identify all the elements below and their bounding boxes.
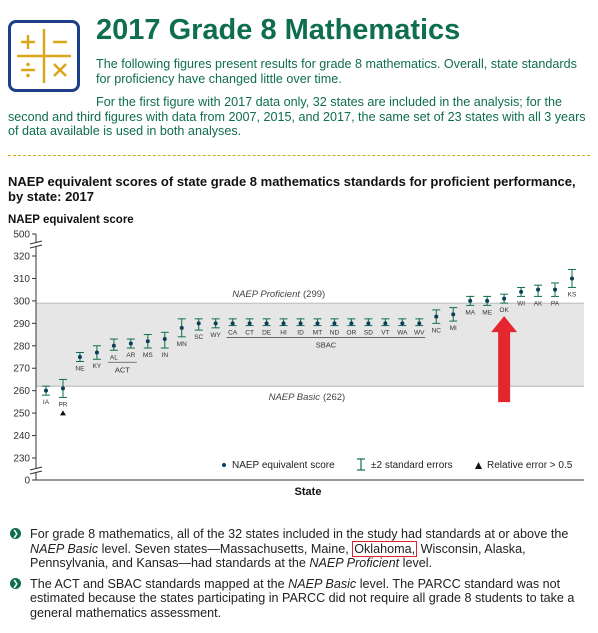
- score-point: [553, 288, 557, 292]
- y-tick-label: 240: [13, 431, 30, 443]
- state-label: MA: [465, 309, 476, 317]
- score-point: [44, 389, 48, 393]
- state-label: AR: [126, 352, 136, 360]
- state-label: SC: [194, 334, 204, 342]
- score-point: [265, 321, 269, 325]
- score-point: [383, 321, 387, 325]
- score-point: [417, 321, 421, 325]
- note-text: For grade 8 mathematics, all of the 32 states included in the study had standards at or above the: [30, 527, 569, 541]
- state-label: NE: [75, 365, 85, 373]
- state-label: ND: [329, 329, 340, 337]
- state-label: ID: [297, 329, 304, 337]
- score-point: [146, 339, 150, 343]
- state-label: VT: [381, 329, 390, 337]
- chart-title: NAEP equivalent scores of state grade 8 mathematics standards for proficient performance, by state: 2017: [8, 174, 576, 204]
- group-label: ACT: [114, 365, 130, 375]
- state-label: HI: [280, 329, 287, 337]
- group-label: SBAC: [315, 340, 337, 350]
- score-point: [570, 276, 574, 280]
- intro-text-2-content: For the first figure with 2017 data only, 32 states are included in the analysis; for the second and third figures with data from 2007, 2015, and 2017, the same set of 23 states with all 3 years of data available is used in both analyses.: [8, 95, 586, 138]
- intro-text-2: [8, 95, 590, 139]
- y-tick-label: 290: [13, 318, 30, 330]
- math-operators-logo: [8, 20, 80, 92]
- score-point: [231, 321, 235, 325]
- score-point: [536, 288, 540, 292]
- state-label: KY: [92, 363, 102, 371]
- state-label: NC: [431, 327, 441, 335]
- state-label: AL: [109, 354, 118, 362]
- state-label: PR: [58, 401, 68, 409]
- state-label: MS: [142, 352, 153, 360]
- y-axis-title: NAEP equivalent score: [8, 214, 134, 226]
- score-point: [112, 344, 116, 348]
- state-label: CA: [228, 329, 238, 337]
- state-label: IN: [161, 352, 169, 360]
- legend-triangle-icon: [475, 462, 482, 469]
- state-label: WI: [517, 300, 526, 308]
- score-point: [502, 297, 506, 301]
- score-point: [61, 386, 65, 390]
- state-label: WA: [397, 329, 408, 337]
- divider: [8, 155, 590, 156]
- score-point: [519, 290, 523, 294]
- state-label: WV: [414, 329, 425, 337]
- score-point: [349, 321, 353, 325]
- score-point: [468, 299, 472, 303]
- state-label: ME: [482, 309, 493, 317]
- score-point: [315, 321, 319, 325]
- score-point: [299, 321, 303, 325]
- state-label: MT: [312, 329, 323, 337]
- y-tick-label: 310: [13, 273, 30, 285]
- note-item: [8, 577, 590, 621]
- note-text: level.: [399, 556, 433, 571]
- state-label: MN: [176, 340, 187, 348]
- state-label: PA: [550, 300, 560, 308]
- state-label: DE: [262, 329, 272, 337]
- chevron-right-icon: ❯: [10, 528, 21, 539]
- y-tick-label: 320: [13, 251, 30, 263]
- legend-point-icon: [222, 463, 226, 467]
- note-text: level. Seven states—Massachusetts, Maine,: [98, 541, 353, 556]
- chevron-right-icon: ❯: [10, 578, 21, 589]
- state-label: AK: [533, 300, 543, 308]
- y-tick-label: 270: [13, 363, 30, 375]
- score-point: [95, 351, 99, 355]
- score-point: [163, 337, 167, 341]
- score-point: [434, 315, 438, 319]
- score-point: [451, 312, 455, 316]
- score-point: [248, 321, 252, 325]
- score-point: [332, 321, 336, 325]
- score-point: [214, 321, 218, 325]
- note-emphasis: NAEP Basic: [288, 576, 357, 591]
- y-tick-label: 0: [24, 475, 30, 487]
- arrow-shaft: [498, 330, 510, 402]
- x-axis-title: State: [294, 486, 322, 498]
- score-point: [366, 321, 370, 325]
- page-title: 2017 Grade 8 Mathematics: [96, 14, 461, 46]
- relative-error-marker: [60, 410, 66, 415]
- y-tick-label: 280: [13, 341, 30, 353]
- notes-list: [8, 527, 590, 627]
- state-label: CT: [245, 329, 254, 337]
- note-text: The ACT and SBAC standards mapped at the: [30, 576, 289, 591]
- note-text: level. The PARCC standard was not estimated because the states participating in PARCC did not require all grade 8 students to take a general mathematics assessment.: [30, 576, 575, 620]
- note-text: Wisconsin, Alaska, Pennsylvania, and Kansas—had standards at the: [30, 541, 526, 571]
- proficient-band-value: (299): [303, 289, 326, 301]
- score-point: [197, 321, 201, 325]
- proficient-band-label: NAEP Proficient: [232, 289, 300, 301]
- state-label: MI: [449, 325, 457, 333]
- highlighted-state: Oklahoma,: [354, 541, 416, 556]
- legend-label: Relative error > 0.5: [487, 460, 573, 471]
- y-tick-label: 230: [13, 453, 30, 465]
- basic-band-value: (262): [323, 392, 346, 404]
- score-point: [180, 326, 184, 330]
- note-emphasis: NAEP Basic: [30, 541, 99, 556]
- state-label: WY: [210, 331, 221, 339]
- score-point: [129, 342, 133, 346]
- state-label: SD: [363, 329, 373, 337]
- y-tick-label: 260: [13, 386, 30, 398]
- intro-text: The following figures present results for grade 8 mathematics. Overall, state standards for proficiency have changed little over time.: [96, 57, 577, 86]
- basic-band-label: NAEP Basic: [268, 392, 320, 404]
- score-point: [282, 321, 286, 325]
- legend-label: NAEP equivalent score: [232, 460, 335, 471]
- y-tick-label: 500: [13, 229, 30, 241]
- state-label: IA: [42, 399, 50, 407]
- note-item: [8, 527, 590, 571]
- y-tick-label: 300: [13, 296, 30, 308]
- score-point: [485, 299, 489, 303]
- naep-score-chart: [0, 222, 598, 502]
- state-label: OK: [499, 307, 509, 315]
- note-emphasis: NAEP Proficient: [309, 556, 400, 571]
- state-label: KS: [567, 291, 577, 299]
- score-point: [400, 321, 404, 325]
- y-tick-label: 250: [13, 408, 30, 420]
- legend-label: ±2 standard errors: [371, 460, 453, 471]
- state-label: OR: [346, 329, 357, 337]
- score-point: [78, 355, 82, 359]
